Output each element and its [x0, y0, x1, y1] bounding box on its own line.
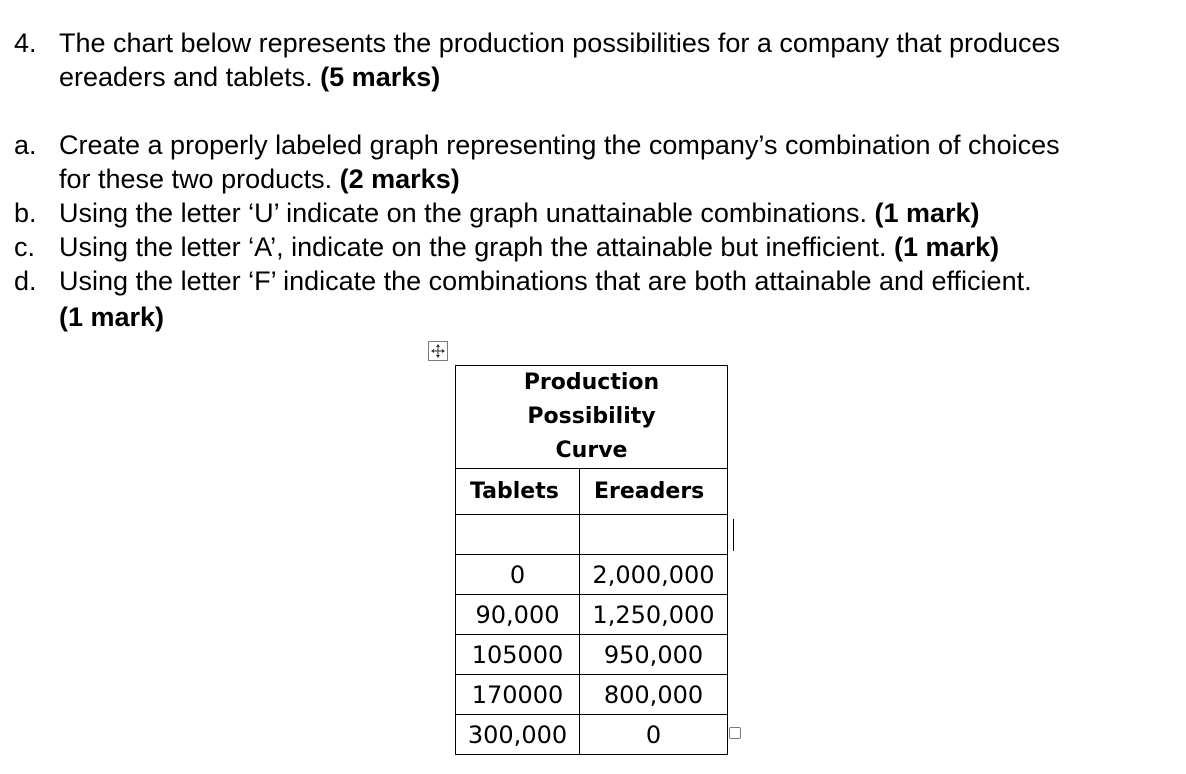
- ereaders-cell[interactable]: 0: [580, 715, 728, 755]
- table-blank-row: [456, 515, 728, 555]
- part-c-marks: (1 mark): [894, 232, 1000, 262]
- ereaders-cell[interactable]: 1,250,000: [580, 595, 728, 635]
- tablets-cell[interactable]: 0: [456, 555, 580, 595]
- move-arrows-glyph: [431, 344, 445, 358]
- part-d-marks: (1 mark): [59, 302, 165, 332]
- question-4: [14, 26, 1184, 94]
- part-b-letter: b.: [14, 198, 37, 228]
- table-title-line2: Curve: [555, 438, 628, 463]
- table-row: [456, 555, 728, 595]
- part-a: [14, 128, 1184, 196]
- question-text: ereaders and tablets.: [59, 62, 321, 92]
- part-b: [14, 196, 1184, 230]
- part-a-text-line1: Create a properly labeled graph representing the company’s combination of choices: [59, 130, 1060, 160]
- tablets-cell[interactable]: 170000: [456, 675, 580, 715]
- tablets-cell[interactable]: 300,000: [456, 715, 580, 755]
- table-title-line1: Production Possibility: [523, 370, 660, 429]
- table-row: [456, 675, 728, 715]
- table-title-cell[interactable]: [456, 366, 728, 469]
- header-ereaders[interactable]: Ereaders: [580, 469, 728, 515]
- part-c: [14, 230, 1184, 264]
- part-c-text-line: [59, 230, 999, 264]
- part-a-text-line2: [59, 162, 460, 196]
- part-a-marks: (2 marks): [339, 164, 460, 194]
- table-title-row: [456, 366, 728, 469]
- table-header-row: [456, 469, 728, 515]
- text-cursor: [733, 519, 734, 551]
- part-d-letter: d.: [14, 266, 37, 296]
- blank-cell[interactable]: [580, 515, 728, 555]
- question-marks: (5 marks): [320, 62, 441, 92]
- part-a-text: for these two products.: [59, 164, 340, 194]
- blank-cell[interactable]: [456, 515, 580, 555]
- ereaders-cell[interactable]: 800,000: [580, 675, 728, 715]
- header-tablets[interactable]: Tablets: [456, 469, 580, 515]
- question-number: 4.: [14, 28, 37, 58]
- part-b-text: Using the letter ‘U’ indicate on the graph unattainable combinations.: [59, 198, 875, 228]
- table-row: [456, 595, 728, 635]
- part-c-text: Using the letter ‘A’, indicate on the graph the attainable but inefficient.: [59, 232, 895, 262]
- question-text-line1: The chart below represents the production possibilities for a company that produces: [59, 28, 1061, 58]
- part-b-text-line: [59, 196, 980, 230]
- table-row: [456, 715, 728, 755]
- part-b-marks: (1 mark): [874, 198, 980, 228]
- question-text-line2: [59, 60, 440, 94]
- production-possibility-table: [455, 365, 728, 755]
- resize-handle-icon[interactable]: [729, 727, 741, 739]
- part-d-text: Using the letter ‘F’ indicate the combinations that are both attainable and efficient.: [59, 266, 1032, 296]
- tablets-cell[interactable]: 105000: [456, 635, 580, 675]
- part-a-letter: a.: [14, 130, 37, 160]
- table-row: [456, 635, 728, 675]
- part-c-letter: c.: [14, 232, 36, 262]
- part-d: [14, 264, 1184, 334]
- tablets-cell[interactable]: 90,000: [456, 595, 580, 635]
- move-arrows-icon[interactable]: [428, 341, 448, 361]
- ereaders-cell[interactable]: 950,000: [580, 635, 728, 675]
- ereaders-cell[interactable]: 2,000,000: [580, 555, 728, 595]
